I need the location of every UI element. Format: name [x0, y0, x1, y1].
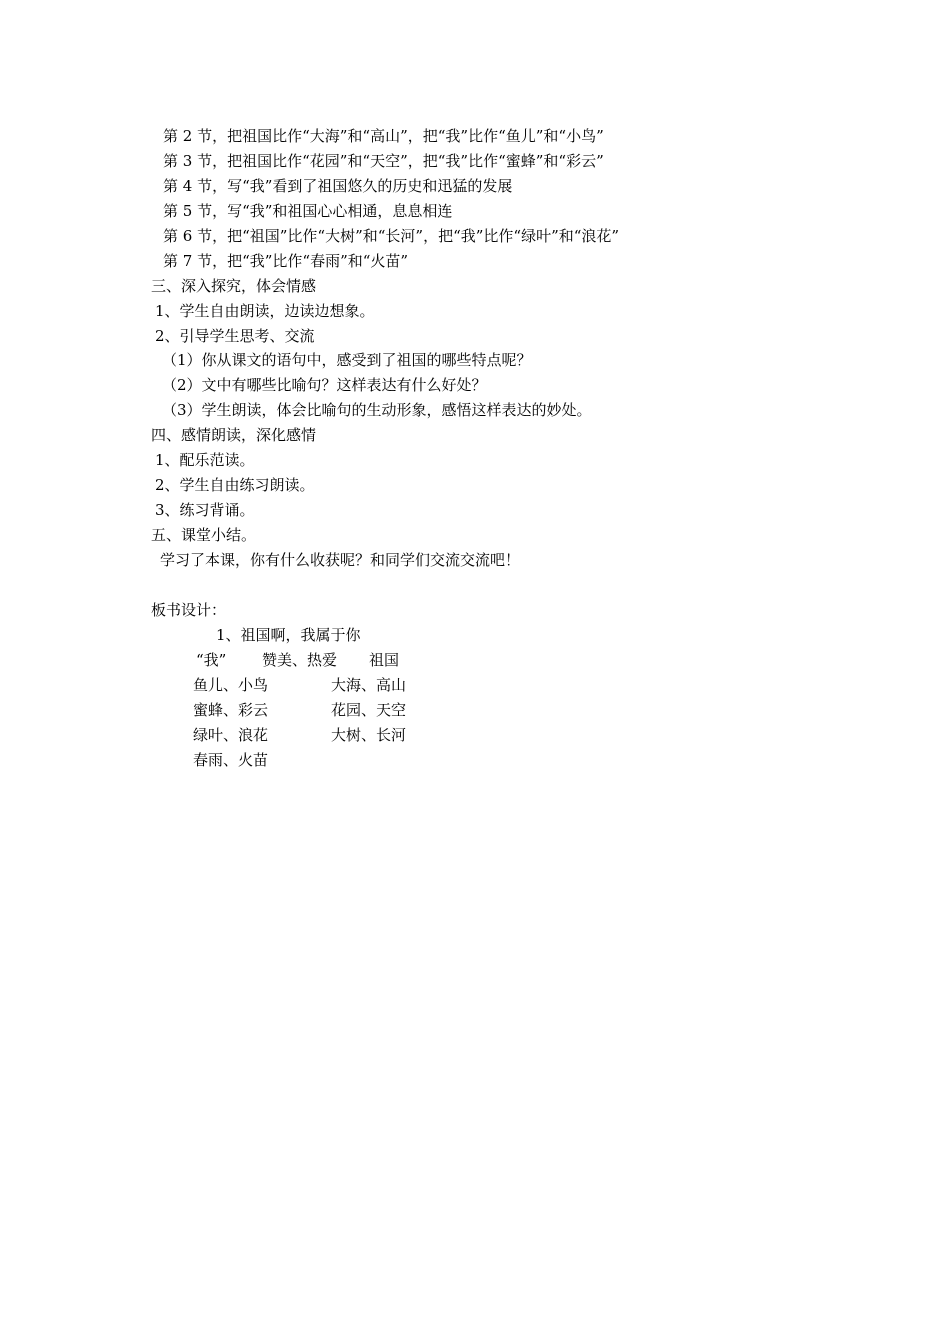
board-right-item: 花园、天空 — [331, 701, 407, 719]
section-four-item: 2、学生自由练习朗读。 — [155, 476, 315, 494]
stanza-4-line: 第 4 节，写“我”看到了祖国悠久的历史和迅猛的发展 — [163, 177, 513, 195]
section-three-subitem: （3）学生朗读，体会比喻句的生动形象，感悟这样表达的妙处。 — [162, 401, 592, 419]
board-left-item: 绿叶、浪花 — [193, 726, 269, 744]
stanza-7-line: 第 7 节，把“我”比作“春雨”和“火苗” — [163, 252, 409, 270]
board-left-item: 鱼儿、小鸟 — [193, 676, 269, 694]
board-design-label: 板书设计： — [151, 601, 227, 619]
board-title: 1、祖国啊，我属于你 — [216, 626, 361, 644]
section-three-item: 2、引导学生思考、交流 — [155, 327, 315, 345]
board-header-right: 祖国 — [369, 651, 400, 669]
stanza-5-line: 第 5 节，写“我”和祖国心心相通，息息相连 — [163, 202, 453, 220]
board-header-left: “我” — [196, 651, 227, 669]
section-three-subitem: （1）你从课文的语句中，感受到了祖国的哪些特点呢？ — [162, 351, 532, 369]
stanza-6-line: 第 6 节，把“祖国”比作“大树”和“长河”，把“我”比作“绿叶”和“浪花” — [163, 227, 620, 245]
board-header-middle: 赞美、热爱 — [262, 651, 338, 669]
board-left-item: 蜜蜂、彩云 — [193, 701, 269, 719]
section-three-subitem: （2）文中有哪些比喻句？这样表达有什么好处？ — [162, 376, 487, 394]
section-four-heading: 四、感情朗读，深化感情 — [151, 426, 317, 444]
section-four-item: 1、配乐范读。 — [155, 451, 255, 469]
board-right-item: 大树、长河 — [331, 726, 407, 744]
stanza-3-line: 第 3 节，把祖国比作“花园”和“天空”，把“我”比作“蜜蜂”和“彩云” — [163, 152, 604, 170]
section-five-text: 学习了本课，你有什么收获呢？和同学们交流交流吧！ — [160, 551, 521, 569]
section-five-heading: 五、课堂小结。 — [151, 526, 257, 544]
board-right-item: 大海、高山 — [331, 676, 407, 694]
section-four-item: 3、练习背诵。 — [155, 501, 255, 519]
stanza-2-line: 第 2 节，把祖国比作“大海”和“高山”，把“我”比作“鱼儿”和“小鸟” — [163, 127, 604, 145]
board-left-item: 春雨、火苗 — [193, 751, 269, 769]
section-three-item: 1、学生自由朗读，边读边想象。 — [155, 302, 375, 320]
section-three-heading: 三、深入探究，体会情感 — [151, 277, 317, 295]
